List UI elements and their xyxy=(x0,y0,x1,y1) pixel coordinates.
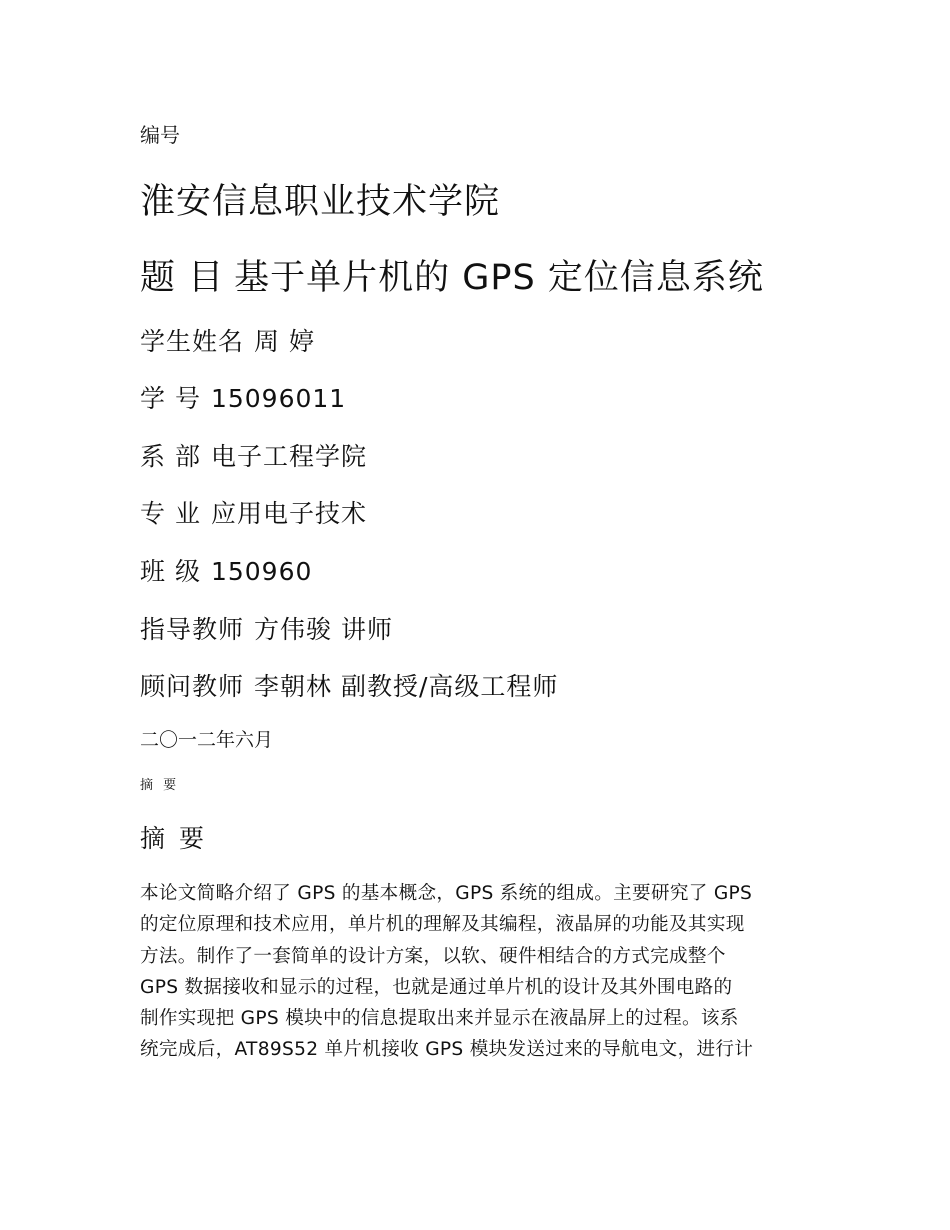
field-value: 电子工程学院 xyxy=(210,442,367,471)
abstract-line: 统完成后，AT89S52 单片机接收 GPS 模块发送过来的导航电文，进行计 xyxy=(140,1039,754,1061)
serial-number-label: 编号 xyxy=(140,123,180,147)
abstract-line: 制作实现把 GPS 模块中的信息提取出来并显示在液晶屏上的过程。该系 xyxy=(140,1008,739,1030)
field-value: 李朝林 副教授/高级工程师 xyxy=(254,672,559,701)
school-name: 淮安信息职业技术学院 xyxy=(140,182,501,222)
field-value: 150960 xyxy=(210,557,313,586)
consultant-row xyxy=(140,671,558,703)
thesis-title: 基于单片机的 GPS 定位信息系统 xyxy=(234,258,764,298)
thesis-title-line xyxy=(140,255,764,301)
student-name-row xyxy=(140,326,315,358)
abstract-line: 本论文简略介绍了 GPS 的基本概念，GPS 系统的组成。主要研究了 GPS xyxy=(140,883,753,904)
advisor-row xyxy=(140,614,393,646)
field-label: 顾问教师 xyxy=(140,672,245,701)
abstract-line: 的定位原理和技术应用，单片机的理解及其编程，液晶屏的功能及其实现 xyxy=(140,914,745,936)
field-value: 15096011 xyxy=(210,384,347,413)
department-row xyxy=(140,441,367,473)
abstract-heading: 摘 要 xyxy=(140,824,207,853)
field-label: 学 号 xyxy=(140,384,201,413)
running-header: 摘 要 xyxy=(140,778,180,793)
abstract-line: GPS 数据接收和显示的过程，也就是通过单片机的设计及其外围电路的 xyxy=(140,976,733,998)
field-value: 方伟骏 讲师 xyxy=(254,615,393,644)
field-label: 学生姓名 xyxy=(140,327,245,356)
field-value: 应用电子技术 xyxy=(210,499,367,528)
abstract-body xyxy=(140,878,812,1066)
class-row xyxy=(140,556,312,588)
student-id-row xyxy=(140,383,346,415)
field-label: 系 部 xyxy=(140,442,201,471)
abstract-line: 方法。制作了一套简单的设计方案，以软、硬件相结合的方式完成整个 xyxy=(140,945,726,967)
field-value: 周 婷 xyxy=(254,327,315,356)
thesis-title-label: 题 目 xyxy=(140,258,225,298)
major-row xyxy=(140,498,367,530)
submission-date: 二〇一二年六月 xyxy=(140,729,274,751)
field-label: 班 级 xyxy=(140,557,201,586)
field-label: 专 业 xyxy=(140,499,201,528)
field-label: 指导教师 xyxy=(140,615,245,644)
